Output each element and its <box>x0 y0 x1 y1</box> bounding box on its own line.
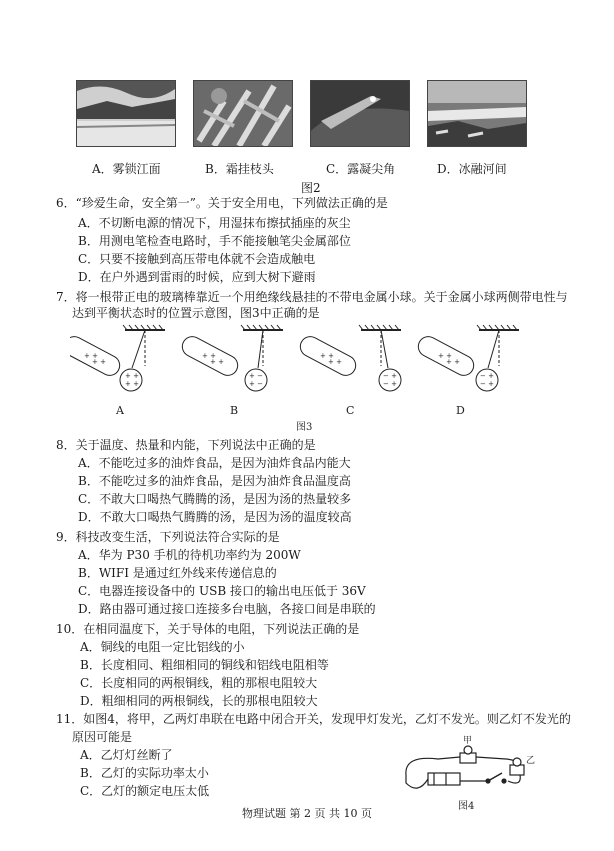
question-8-stem: 8．关于温度、热量和内能，下列说法中正确的是 <box>56 438 316 452</box>
q6-option-d: D．在户外遇到雷雨的时候，应到大树下避雨 <box>78 270 316 284</box>
q11-option-b: B．乙灯的实际功率太小 <box>80 766 209 780</box>
figure-2-label: 图2 <box>301 181 321 195</box>
svg-text:+ +: + + <box>202 352 216 360</box>
question-7-stem-line2: 达到平衡状态时的位置示意图，图3中正确的是 <box>72 306 320 320</box>
question-9-stem: 9．科技改变生活，下列说法符合实际的是 <box>56 530 280 544</box>
q8-option-a: A．不能吃过多的油炸食品，是因为油炸食品内能大 <box>78 456 351 470</box>
q8-option-d: D．不敢大口喝热气腾腾的汤，是因为汤的温度较高 <box>78 510 352 524</box>
svg-text:− +: − + <box>480 372 494 380</box>
dew-photo <box>310 80 410 147</box>
q10-option-b: B．长度相同、粗细相同的铜线和铝线电阻相等 <box>80 658 329 672</box>
lamp-jia-label: 甲 <box>463 736 473 746</box>
svg-text:+ +: + + <box>84 352 98 360</box>
figure-3-panel-a <box>70 325 165 391</box>
svg-text:+ −: + − <box>249 380 263 388</box>
photo-caption-c: C．露凝尖角 <box>326 162 396 176</box>
figure-4-circuit <box>398 735 538 815</box>
svg-text:+ +: + + <box>438 352 452 360</box>
svg-text:+ +: + + <box>446 358 460 366</box>
panel-label-c: C <box>346 404 355 417</box>
q9-option-c: C．电器连接设备中的 USB 接口的输出电压低于 36V <box>78 584 366 598</box>
fog-river-photo <box>76 80 176 147</box>
q9-option-d: D．路由器可通过接口连接多台电脑，各接口间是串联的 <box>78 602 376 616</box>
svg-text:+ +: + + <box>320 352 334 360</box>
question-6-stem: 6．“珍爱生命，安全第一”。关于安全用电，下列做法正确的是 <box>56 196 388 210</box>
lamp-yi-label: 乙 <box>526 756 536 766</box>
q10-option-c: C．长度相同的两根铜线，粗的那根电阻较大 <box>80 676 318 690</box>
photo-caption-b: B．霜挂枝头 <box>205 162 274 176</box>
panel-label-d: D <box>456 404 465 417</box>
q11-option-a: A．乙灯灯丝断了 <box>80 748 173 762</box>
q8-option-b: B．不能吃过多的油炸食品，是因为油炸食品温度高 <box>78 474 351 488</box>
svg-text:+ +: + + <box>210 358 224 366</box>
figure-3-panel-c <box>297 325 401 391</box>
ice-river-photo <box>427 80 527 147</box>
photo-caption-a: A．雾锁江面 <box>92 162 161 176</box>
question-11-stem-line2: 原因可能是 <box>72 730 133 744</box>
figure-4-label: 图4 <box>458 801 475 812</box>
panel-label-b: B <box>230 404 239 417</box>
page-footer: 物理试题 第 2 页 共 10 页 <box>242 807 372 820</box>
q11-option-c: C．乙灯的额定电压太低 <box>80 784 210 798</box>
figure-3-label: 图3 <box>296 422 313 433</box>
photo-caption-d: D．冰融河间 <box>437 162 507 176</box>
q10-option-a: A．铜线的电阻一定比铝线的小 <box>80 640 245 654</box>
q9-option-b: B．WIFI 是通过红外线来传递信息的 <box>78 566 277 580</box>
q9-option-a: A．华为 P30 手机的待机功率约为 200W <box>78 548 301 562</box>
figure-3-diagram <box>70 318 550 433</box>
svg-text:+ −: + − <box>249 372 263 380</box>
svg-text:− +: − + <box>383 380 397 388</box>
figure-3-panel-b <box>179 325 283 391</box>
svg-text:− +: − + <box>383 372 397 380</box>
q8-option-c: C．不敢大口喝热气腾腾的汤，是因为汤的热量较多 <box>78 492 352 506</box>
q6-option-c: C．只要不接触到高压带电体就不会造成触电 <box>78 252 316 266</box>
svg-text:− +: − + <box>480 380 494 388</box>
svg-text:+ +: + + <box>92 358 106 366</box>
question-10-stem: 10．在相同温度下，关于导体的电阻，下列说法正确的是 <box>56 622 360 636</box>
svg-text:+ +: + + <box>125 372 139 380</box>
svg-text:+ +: + + <box>125 380 139 388</box>
q10-option-d: D．粗细相同的两根铜线，长的那根电阻较大 <box>80 694 318 708</box>
frost-branch-photo <box>193 80 293 147</box>
figure-3-panel-d <box>415 325 519 391</box>
question-7-stem-line1: 7．将一根带正电的玻璃棒靠近一个用绝缘线悬挂的不带电金属小球。关于金属小球两侧带电性与 <box>56 290 568 304</box>
panel-label-a: A <box>116 404 124 417</box>
q6-option-a: A．不切断电源的情况下，用湿抹布擦拭插座的灰尘 <box>78 216 351 230</box>
q6-option-b: B．用测电笔检查电路时，手不能接触笔尖金属部位 <box>78 234 351 248</box>
svg-text:+ +: + + <box>328 358 342 366</box>
question-11-stem-line1: 11．如图4，将甲，乙两灯串联在电路中闭合开关，发现甲灯发光，乙灯不发光。则乙灯不发光的 <box>56 712 571 726</box>
